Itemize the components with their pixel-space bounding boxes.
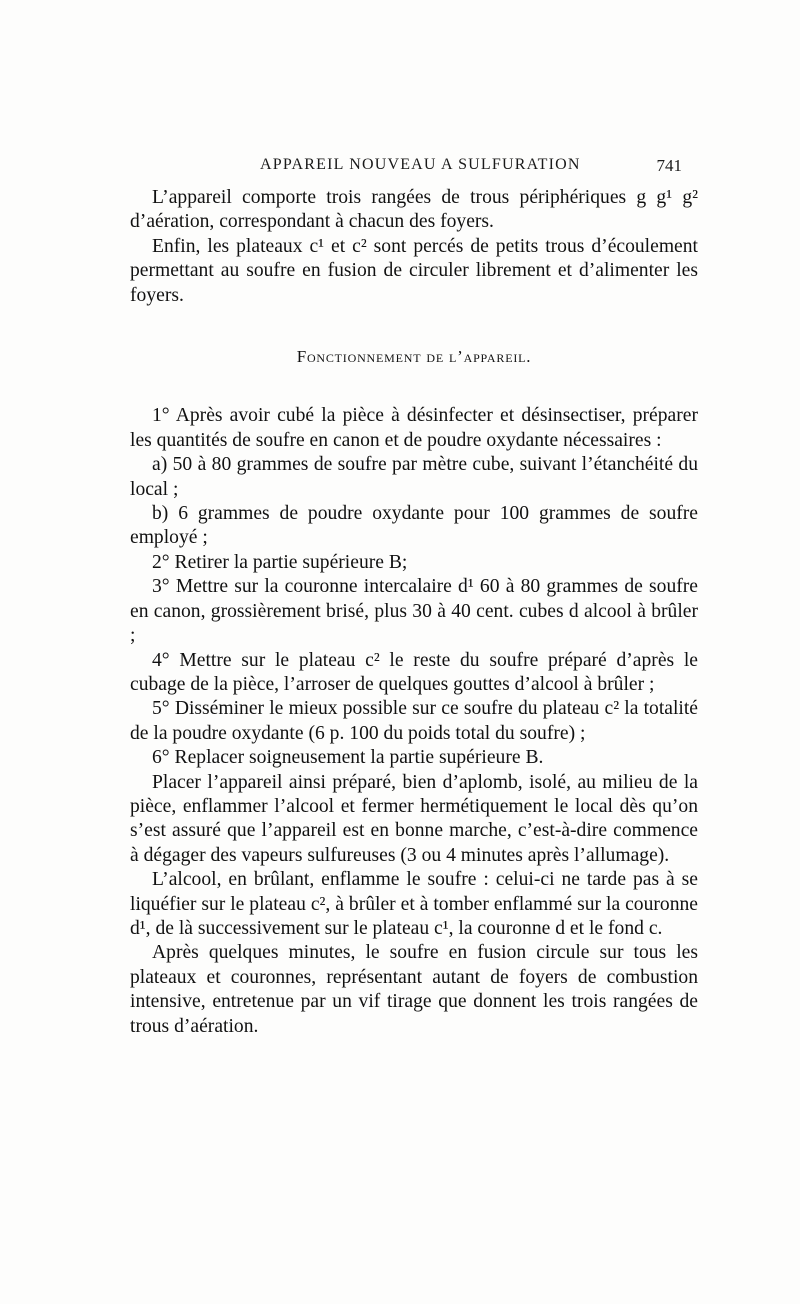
step-5: 5° Disséminer le mieux possible sur ce soufre du plateau c² la totalité de la poudre oxydante (6 p. 100 du poids total du soufre) ; (130, 698, 698, 744)
paragraph-closing-2: L’alcool, en brûlant, enflamme le soufre : celui-ci ne tarde pas à se liquéfier sur le plateau c², à brûler et à tomber enflammé sur la couronne d¹, de là successivement sur le plateau c¹, la couronne d et le fond c. (130, 869, 698, 939)
paragraph-closing-1: Placer l’appareil ainsi préparé, bien d’aplomb, isolé, au milieu de la pièce, enflammer l’alcool et fermer hermétiquement le local dès qu’on s’est assuré que l’appareil est en bonne marche, c’est-à-dire commence à dégager des vapeurs sulfureuses (3 ou 4 minutes après l’allumage). (130, 771, 698, 866)
paragraph-intro-1: L’appareil comporte trois rangées de trous périphériques g g¹ g² d’aération, correspondant à chacun des foyers. (130, 187, 698, 233)
running-head (130, 156, 682, 184)
step-4: 4° Mettre sur le plateau c² le reste du soufre préparé d’après le cubage de la pièce, l’arroser de quelques gouttes d’alcool à brûler ; (130, 649, 698, 695)
step-3: 3° Mettre sur la couronne intercalaire d¹ 60 à 80 grammes de soufre en canon, grossièrement brisé, plus 30 à 40 cent. cubes d alcool à brûler ; (130, 576, 698, 647)
step-6: 6° Replacer soigneusement la partie supérieure B. (152, 747, 544, 769)
paragraph-intro-2: Enfin, les plateaux c¹ et c² sont percés de petits trous d’écoulement permettant au soufre en fusion de circuler librement et d’alimenter les foyers. (130, 235, 698, 306)
section-heading: Fonctionnement de l’appareil. (296, 347, 532, 367)
paragraph-closing-3: Après quelques minutes, le soufre en fusion circule sur tous les plateaux et couronnes, représentant autant de foyers de combustion intensive, entretenue par un vif tirage que donnent les trois rangées de trous d’aération. (130, 942, 698, 1037)
step-1b: b) 6 grammes de poudre oxydante pour 100 grammes de soufre employé ; (130, 503, 698, 549)
step-1a: a) 50 à 80 grammes de soufre par mètre cube, suivant l’étanchéité du local ; (130, 454, 698, 500)
running-head-title: APPAREIL NOUVEAU A SULFURATION (260, 156, 581, 173)
page-number: 741 (656, 156, 682, 175)
body-text (130, 186, 698, 1039)
step-1: 1° Après avoir cubé la pièce à désinfecter et désinsectiser, préparer les quantités de soufre en canon et de poudre oxydante nécessaires : (130, 405, 698, 451)
step-2: 2° Retirer la partie supérieure B; (152, 551, 408, 573)
